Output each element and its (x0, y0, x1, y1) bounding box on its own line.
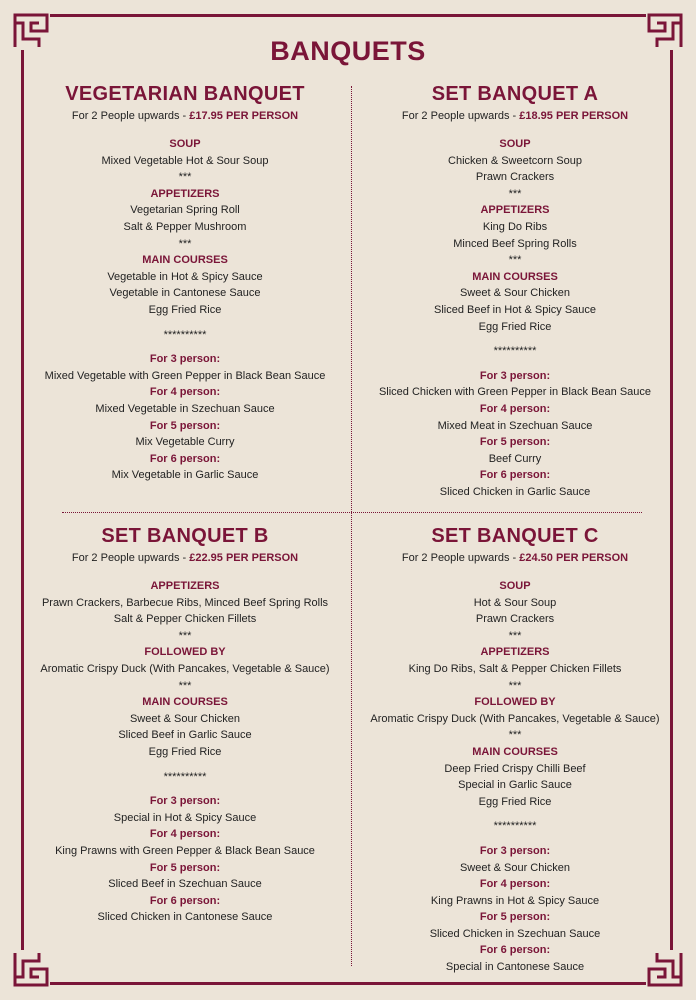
menu-item: *** (178, 171, 192, 184)
section-heading: SOUP (499, 138, 531, 150)
menu-item: Vegetarian Spring Roll (130, 204, 240, 217)
menu-item: Mixed Vegetable in Szechuan Sauce (95, 402, 275, 415)
spacer (30, 343, 340, 351)
menu-item: King Prawns with Green Pepper & Black Bean Sauce (55, 844, 315, 857)
section-heading: For 6 person: (479, 944, 551, 957)
menu-item: Mix Vegetable Curry (135, 436, 235, 449)
spacer (30, 761, 340, 769)
menu-item: *** (178, 679, 192, 692)
menu-item: King Do Ribs, Salt & Pepper Chicken Fillets (408, 662, 622, 675)
section-heading: For 3 person: (149, 795, 221, 808)
menu-item: ********** (493, 345, 537, 358)
section-heading: For 6 person: (149, 894, 221, 907)
menu-item: Salt & Pepper Chicken Fillets (113, 613, 257, 626)
menu-price-line (360, 550, 670, 566)
section-heading: For 4 person: (149, 828, 221, 841)
menu-item: Egg Fried Rice (148, 745, 222, 758)
menu-name: SET BANQUET B (101, 525, 269, 547)
menu-item: Minced Beef Spring Rolls (453, 237, 577, 250)
menu-item: Sweet & Sour Chicken (459, 287, 571, 300)
menu-item: Special in Garlic Sauce (458, 779, 572, 792)
section-heading: MAIN COURSES (142, 696, 228, 709)
menu-item: Mixed Vegetable Hot & Sour Soup (101, 154, 269, 167)
menu-name: VEGETARIAN BANQUET (65, 83, 305, 105)
section-heading: SOUP (169, 138, 201, 150)
menu-item: Egg Fried Rice (478, 795, 552, 808)
menu-item: Sliced Beef in Garlic Sauce (118, 729, 252, 742)
menu-item: *** (508, 187, 522, 200)
menu-item: Aromatic Crispy Duck (With Pancakes, Vegetable & Sauce) (370, 712, 660, 725)
menu-item: Prawn Crackers (475, 613, 555, 626)
section-heading: For 5 person: (479, 911, 551, 924)
menu-item: *** (508, 254, 522, 267)
price-amount: £22.95 PER PERSON (189, 552, 299, 564)
greek-key-corner-bottom-left-icon (12, 950, 50, 988)
price-prefix: For 2 People upwards - (401, 552, 520, 564)
menu-item: ********** (163, 770, 207, 783)
section-heading: MAIN COURSES (142, 254, 228, 267)
menu-vegetarian-banquet (30, 80, 340, 484)
section-heading: For 5 person: (149, 419, 221, 432)
section-heading: For 6 person: (149, 452, 221, 465)
section-heading: APPETIZERS (150, 187, 220, 200)
menu-item: Vegetable in Hot & Spicy Sauce (107, 270, 263, 283)
menu-item: *** (178, 629, 192, 642)
menu-item: King Do Ribs (482, 220, 548, 233)
menu-item: Sliced Chicken in Szechuan Sauce (429, 927, 601, 940)
spacer (30, 319, 340, 327)
section-heading: FOLLOWED BY (474, 696, 556, 709)
menu-price-line (360, 108, 670, 124)
menu-item: Vegetable in Cantonese Sauce (109, 287, 261, 300)
menu-item: ********** (493, 820, 537, 833)
page-title: BANQUETS (270, 36, 426, 66)
column-divider (351, 86, 352, 966)
menu-item: Mixed Vegetable with Green Pepper in Black Bean Sauce (44, 369, 326, 382)
menu-set-banquet-c (360, 522, 670, 976)
section-heading: APPETIZERS (480, 204, 550, 217)
menu-item: *** (508, 629, 522, 642)
section-heading: For 4 person: (479, 402, 551, 415)
menu-item: King Prawns in Hot & Spicy Sauce (430, 894, 600, 907)
menu-item: Sweet & Sour Chicken (129, 712, 241, 725)
menu-item: Egg Fried Rice (148, 303, 222, 316)
menu-item: Hot & Sour Soup (473, 596, 557, 609)
menu-item: Special in Hot & Spicy Sauce (113, 811, 257, 824)
menu-item: Salt & Pepper Mushroom (123, 220, 247, 233)
section-heading: APPETIZERS (150, 580, 220, 592)
menu-item: *** (178, 237, 192, 250)
menu-set-banquet-b (30, 522, 340, 926)
menu-item: *** (508, 679, 522, 692)
menu-item: *** (508, 729, 522, 742)
menu-price-line (30, 108, 340, 124)
row-divider (62, 512, 642, 513)
menu-item: Sliced Beef in Szechuan Sauce (108, 878, 262, 891)
section-heading: SOUP (499, 580, 531, 592)
price-amount: £24.50 PER PERSON (519, 552, 629, 564)
price-amount: £17.95 PER PERSON (189, 110, 299, 122)
section-heading: APPETIZERS (480, 646, 550, 659)
menu-item: Beef Curry (488, 452, 542, 465)
menu-name: SET BANQUET A (431, 83, 599, 105)
section-heading: For 5 person: (479, 436, 551, 449)
spacer (360, 360, 670, 368)
section-heading: For 3 person: (149, 353, 221, 366)
menu-item: Prawn Crackers (475, 171, 555, 184)
section-heading: FOLLOWED BY (144, 646, 226, 659)
price-amount: £18.95 PER PERSON (519, 110, 629, 122)
spacer (360, 335, 670, 343)
price-prefix: For 2 People upwards - (71, 110, 190, 122)
menu-item: Mixed Meat in Szechuan Sauce (437, 419, 593, 432)
menu-item: Deep Fried Crispy Chilli Beef (444, 762, 586, 775)
menu-item: Sweet & Sour Chicken (459, 861, 571, 874)
menu-item: Mix Vegetable in Garlic Sauce (111, 469, 259, 482)
menu-item: ********** (163, 328, 207, 341)
menu-set-banquet-a (360, 80, 670, 500)
spacer (360, 835, 670, 843)
section-heading: For 4 person: (479, 878, 551, 891)
menu-name: SET BANQUET C (431, 525, 599, 547)
spacer (30, 785, 340, 793)
section-heading: MAIN COURSES (472, 270, 558, 283)
price-prefix: For 2 People upwards - (401, 110, 520, 122)
section-heading: For 3 person: (479, 844, 551, 857)
menu-item: Sliced Chicken in Garlic Sauce (439, 485, 591, 498)
section-heading: For 6 person: (479, 469, 551, 482)
spacer (360, 810, 670, 818)
menu-item: Sliced Beef in Hot & Spicy Sauce (433, 303, 597, 316)
menu-item: Egg Fried Rice (478, 320, 552, 333)
menu-item: Prawn Crackers, Barbecue Ribs, Minced Beef Spring Rolls (41, 596, 329, 609)
section-heading: For 3 person: (479, 369, 551, 382)
menu-item: Sliced Chicken with Green Pepper in Black Bean Sauce (378, 386, 652, 399)
menu-item: Sliced Chicken in Cantonese Sauce (97, 911, 273, 924)
section-heading: MAIN COURSES (472, 745, 558, 758)
menu-item: Chicken & Sweetcorn Soup (448, 154, 582, 167)
section-heading: For 5 person: (149, 861, 221, 874)
menu-price-line (30, 550, 340, 566)
menu-item: Special in Cantonese Sauce (445, 961, 585, 974)
section-heading: For 4 person: (149, 386, 221, 399)
menu-item: Aromatic Crispy Duck (With Pancakes, Vegetable & Sauce) (40, 662, 330, 675)
price-prefix: For 2 People upwards - (71, 552, 190, 564)
